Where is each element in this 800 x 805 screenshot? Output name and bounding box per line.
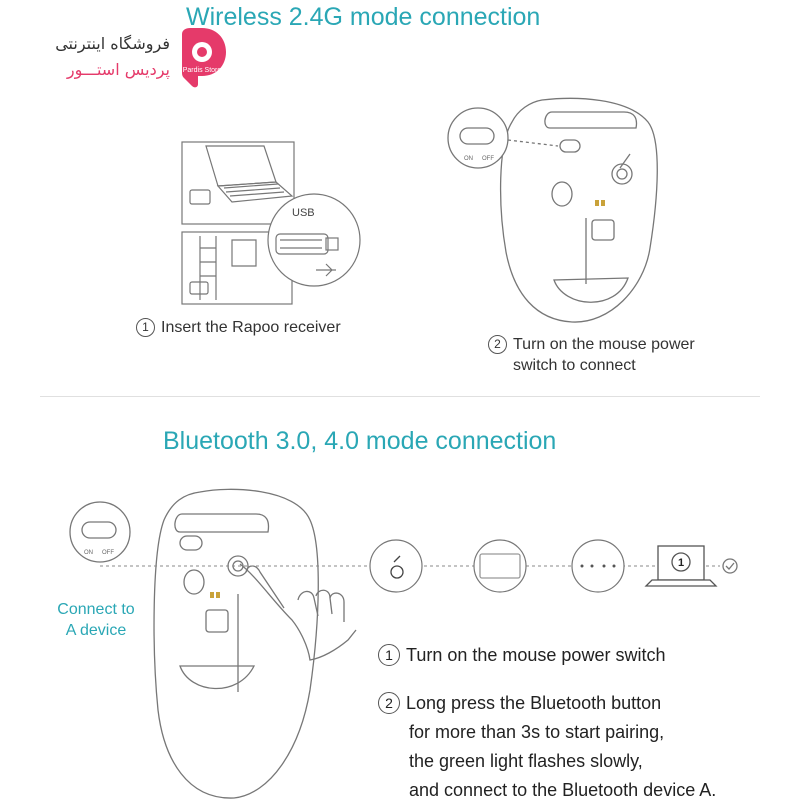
connect-line1: Connect to bbox=[57, 601, 135, 618]
switch-on-label: ON bbox=[464, 156, 473, 162]
section-divider bbox=[40, 396, 760, 397]
usb-label: USB bbox=[292, 207, 315, 219]
bt-switch-on-label: ON bbox=[84, 550, 93, 556]
connect-line2: A device bbox=[65, 622, 127, 639]
step-text-line2: for more than 3s to start pairing, bbox=[409, 722, 665, 742]
wireless-step1 bbox=[136, 317, 341, 338]
wireless-step2 bbox=[488, 334, 695, 376]
step-text-line3: the green light flashes slowly, bbox=[409, 751, 643, 771]
step-text: Turn on the mouse power switch bbox=[406, 645, 666, 665]
switch-off-label: OFF bbox=[482, 156, 494, 162]
pairing-step-icons bbox=[366, 534, 756, 604]
step-number: 2 bbox=[378, 692, 400, 714]
step-text-line4: and connect to the Bluetooth device A. bbox=[409, 780, 717, 800]
brand-line2: پردیس استـــور bbox=[66, 60, 170, 79]
mouse-bottom-2g bbox=[440, 88, 670, 328]
brand-line1: فروشگاه اینترنتی bbox=[55, 34, 170, 53]
step-text: Insert the Rapoo receiver bbox=[161, 319, 341, 336]
step-number: 2 bbox=[488, 335, 507, 354]
step-text-line1: Long press the Bluetooth button bbox=[406, 693, 662, 713]
bt-switch-off-label: OFF bbox=[102, 550, 114, 556]
bluetooth-title: Bluetooth 3.0, 4.0 mode connection bbox=[163, 427, 557, 455]
step-number: 1 bbox=[136, 318, 155, 337]
step-text-line2: switch to connect bbox=[513, 357, 636, 374]
laptop-number: 1 bbox=[677, 557, 685, 569]
brand-logo-text: Pardis Store bbox=[182, 67, 222, 74]
wireless-title: Wireless 2.4G mode connection bbox=[186, 3, 541, 31]
bluetooth-step2 bbox=[378, 689, 716, 805]
step-number: 1 bbox=[378, 644, 400, 666]
receiver-illustration bbox=[176, 136, 366, 306]
step-text-line1: Turn on the mouse power bbox=[513, 336, 695, 353]
bluetooth-step1 bbox=[378, 641, 665, 670]
brand-logo bbox=[172, 28, 228, 88]
connect-to-device-label bbox=[44, 599, 148, 641]
